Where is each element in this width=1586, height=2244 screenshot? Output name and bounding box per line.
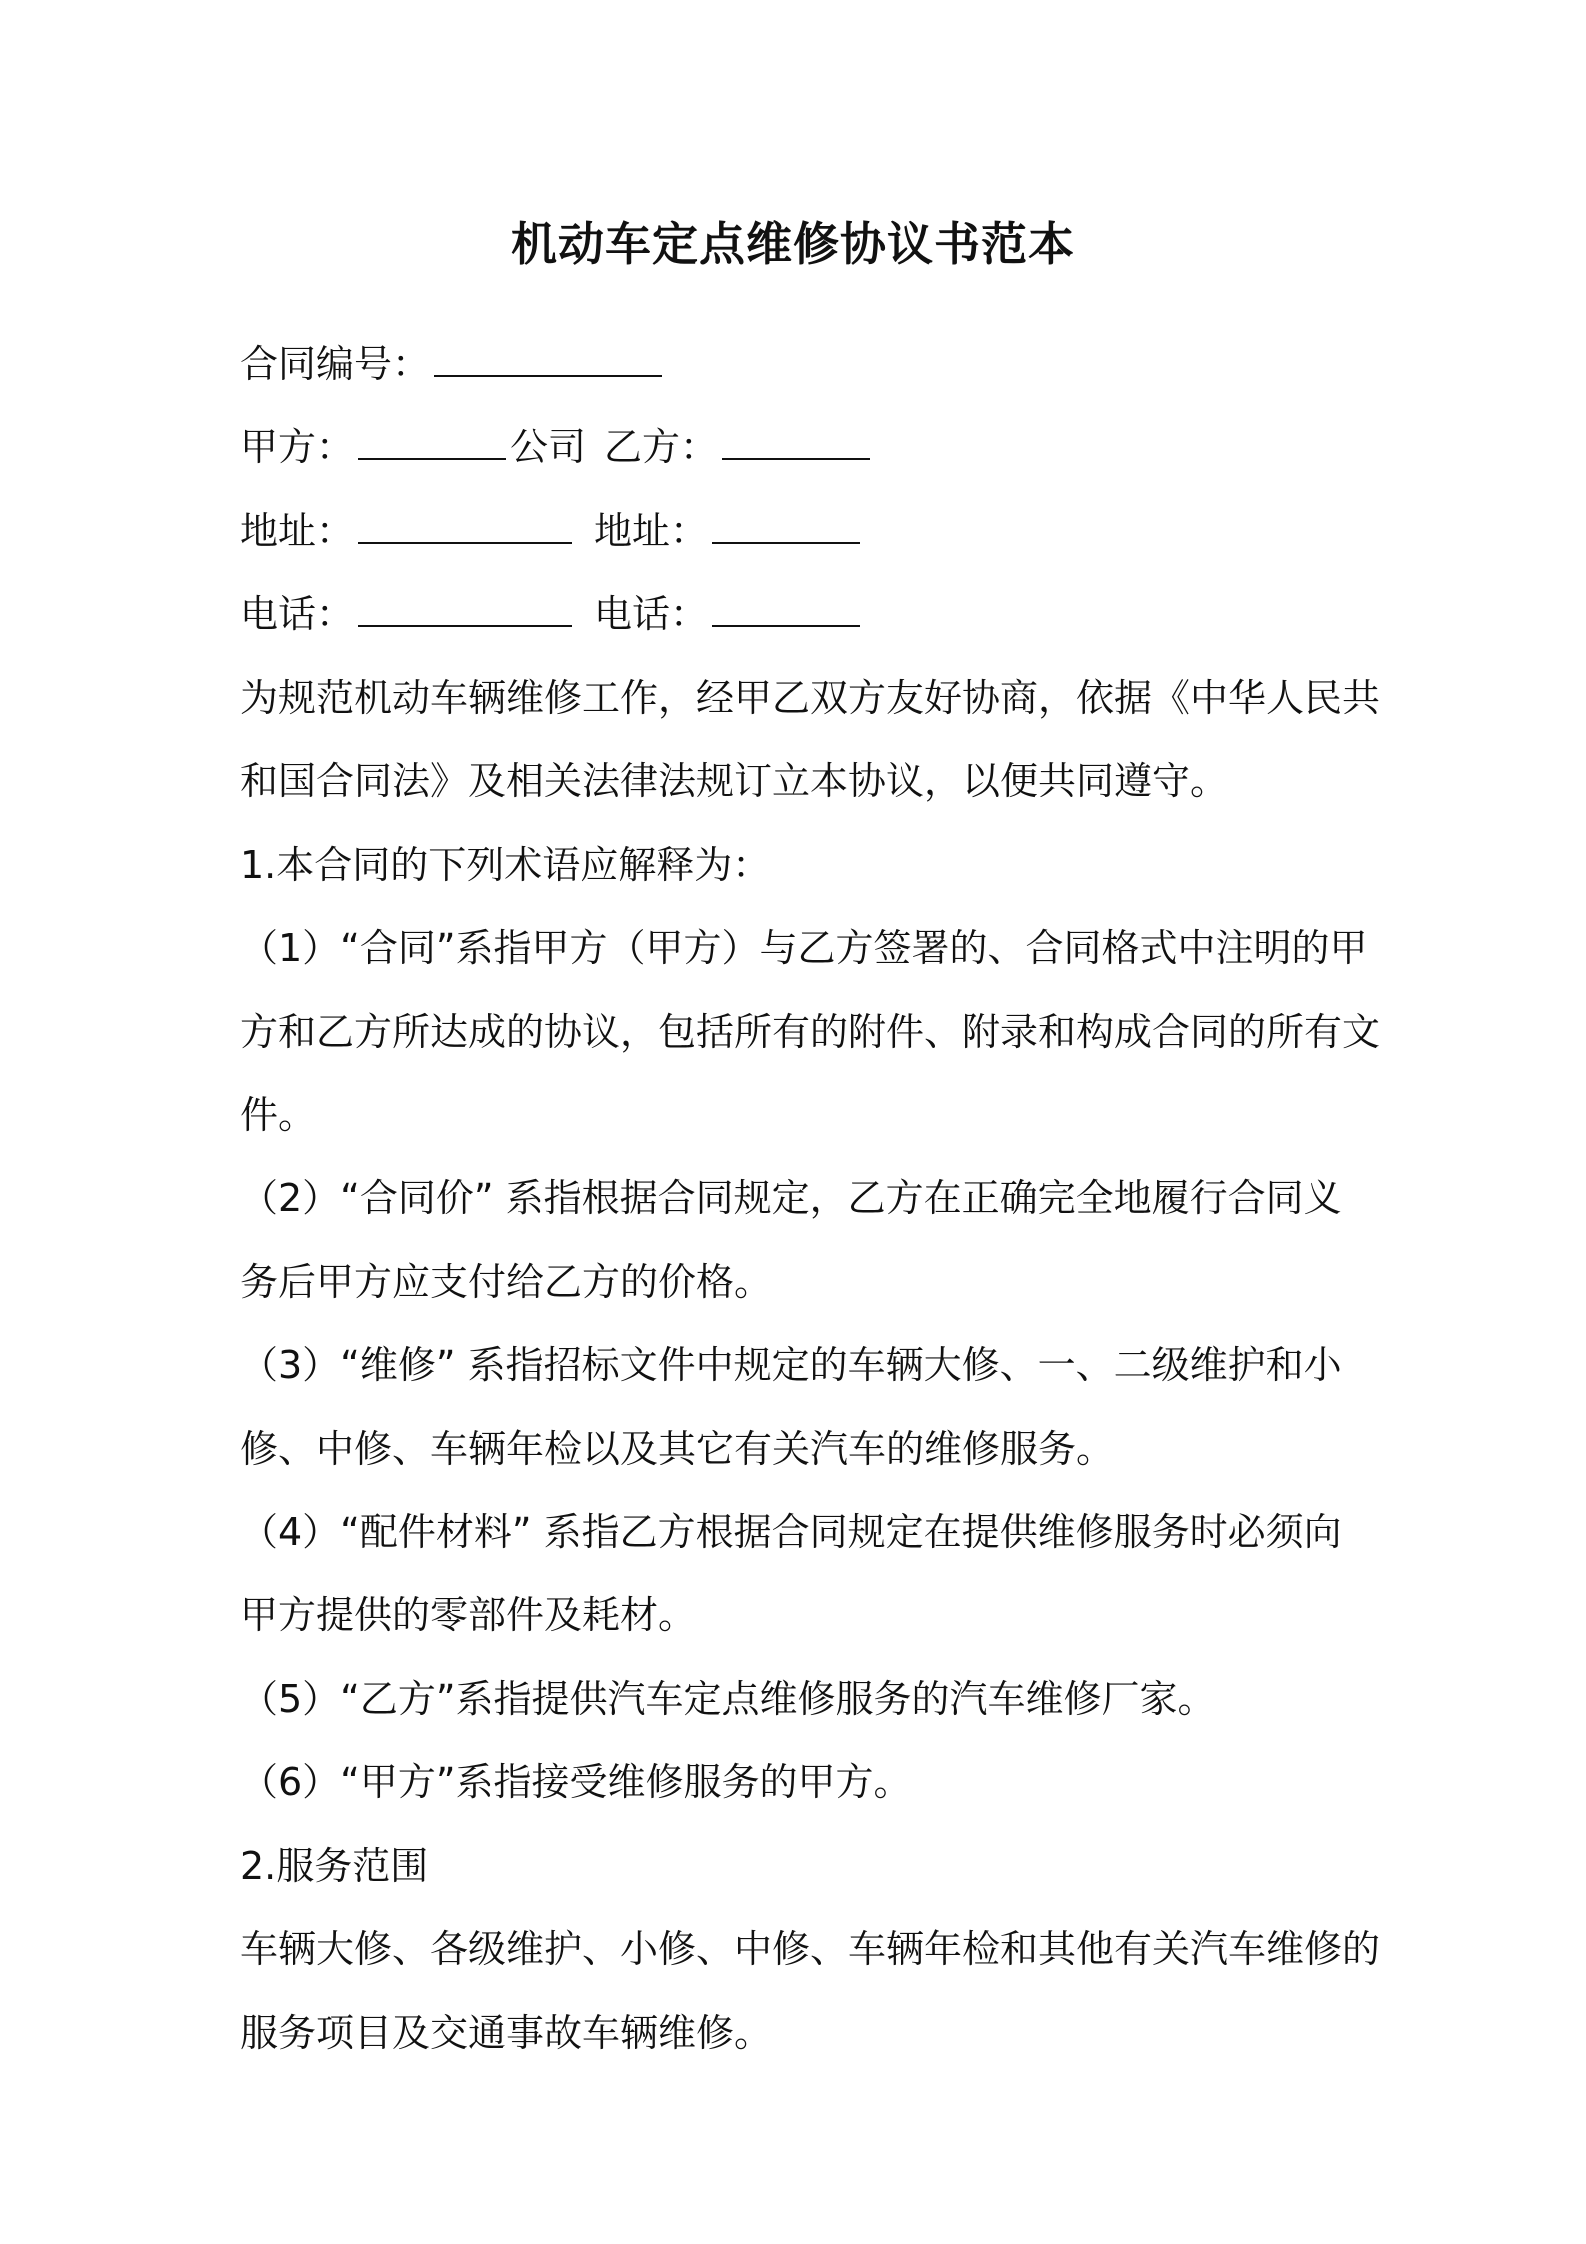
address-line	[240, 507, 864, 555]
address-b-label: 地址：	[594, 509, 709, 553]
body-line: （1）“合同”系指甲方（甲方）与乙方签署的、合同格式中注明的甲	[240, 926, 1368, 970]
body-line: 甲方提供的零部件及耗材。	[240, 1593, 697, 1637]
contract-number-label: 合同编号：	[240, 342, 431, 386]
section-heading: 2.服务范围	[240, 1844, 429, 1888]
contract-number-blank	[434, 343, 662, 377]
section-heading: 1.本合同的下列术语应解释为：	[240, 843, 771, 887]
body-line: 方和乙方所达成的协议，包括所有的附件、附录和构成合同的所有文	[240, 1010, 1381, 1054]
phone-b-label: 电话：	[594, 592, 709, 636]
phone-a-label: 电话：	[240, 592, 355, 636]
address-b-blank	[712, 510, 860, 544]
party-a-label: 甲方：	[240, 425, 355, 469]
parties-line	[240, 423, 874, 471]
body-line: （6）“甲方”系指接受维修服务的甲方。	[240, 1760, 912, 1804]
party-b-blank	[722, 426, 870, 460]
body-line: （4）“配件材料” 系指乙方根据合同规定在提供维修服务时必须向	[240, 1510, 1342, 1554]
party-a-blank	[358, 426, 506, 460]
address-a-label: 地址：	[240, 509, 355, 553]
body-line: （3）“维修” 系指招标文件中规定的车辆大修、一、二级维护和小	[240, 1343, 1342, 1387]
address-a-blank	[358, 510, 572, 544]
body-line: 修、中修、车辆年检以及其它有关汽车的维修服务。	[240, 1427, 1115, 1471]
body-line: 服务项目及交通事故车辆维修。	[240, 2011, 773, 2055]
body-line: （2）“合同价” 系指根据合同规定，乙方在正确完全地履行合同义	[240, 1176, 1342, 1220]
body-line: （5）“乙方”系指提供汽车定点维修服务的汽车维修厂家。	[240, 1677, 1216, 1721]
body-line: 件。	[240, 1093, 317, 1137]
document-title: 机动车定点维修协议书范本	[511, 217, 1075, 271]
body-line: 务后甲方应支付给乙方的价格。	[240, 1260, 773, 1304]
contract-number-line	[240, 340, 666, 388]
phone-line	[240, 590, 864, 638]
body-line: 为规范机动车辆维修工作，经甲乙双方友好协商，依据《中华人民共	[240, 676, 1381, 720]
phone-b-blank	[712, 593, 860, 627]
party-a-suffix: 公司	[510, 425, 587, 469]
body-line: 和国合同法》及相关法律法规订立本协议，以便共同遵守。	[240, 759, 1229, 803]
party-b-label: 乙方：	[604, 425, 719, 469]
body-line: 车辆大修、各级维护、小修、中修、车辆年检和其他有关汽车维修的	[240, 1927, 1381, 1971]
phone-a-blank	[358, 593, 572, 627]
